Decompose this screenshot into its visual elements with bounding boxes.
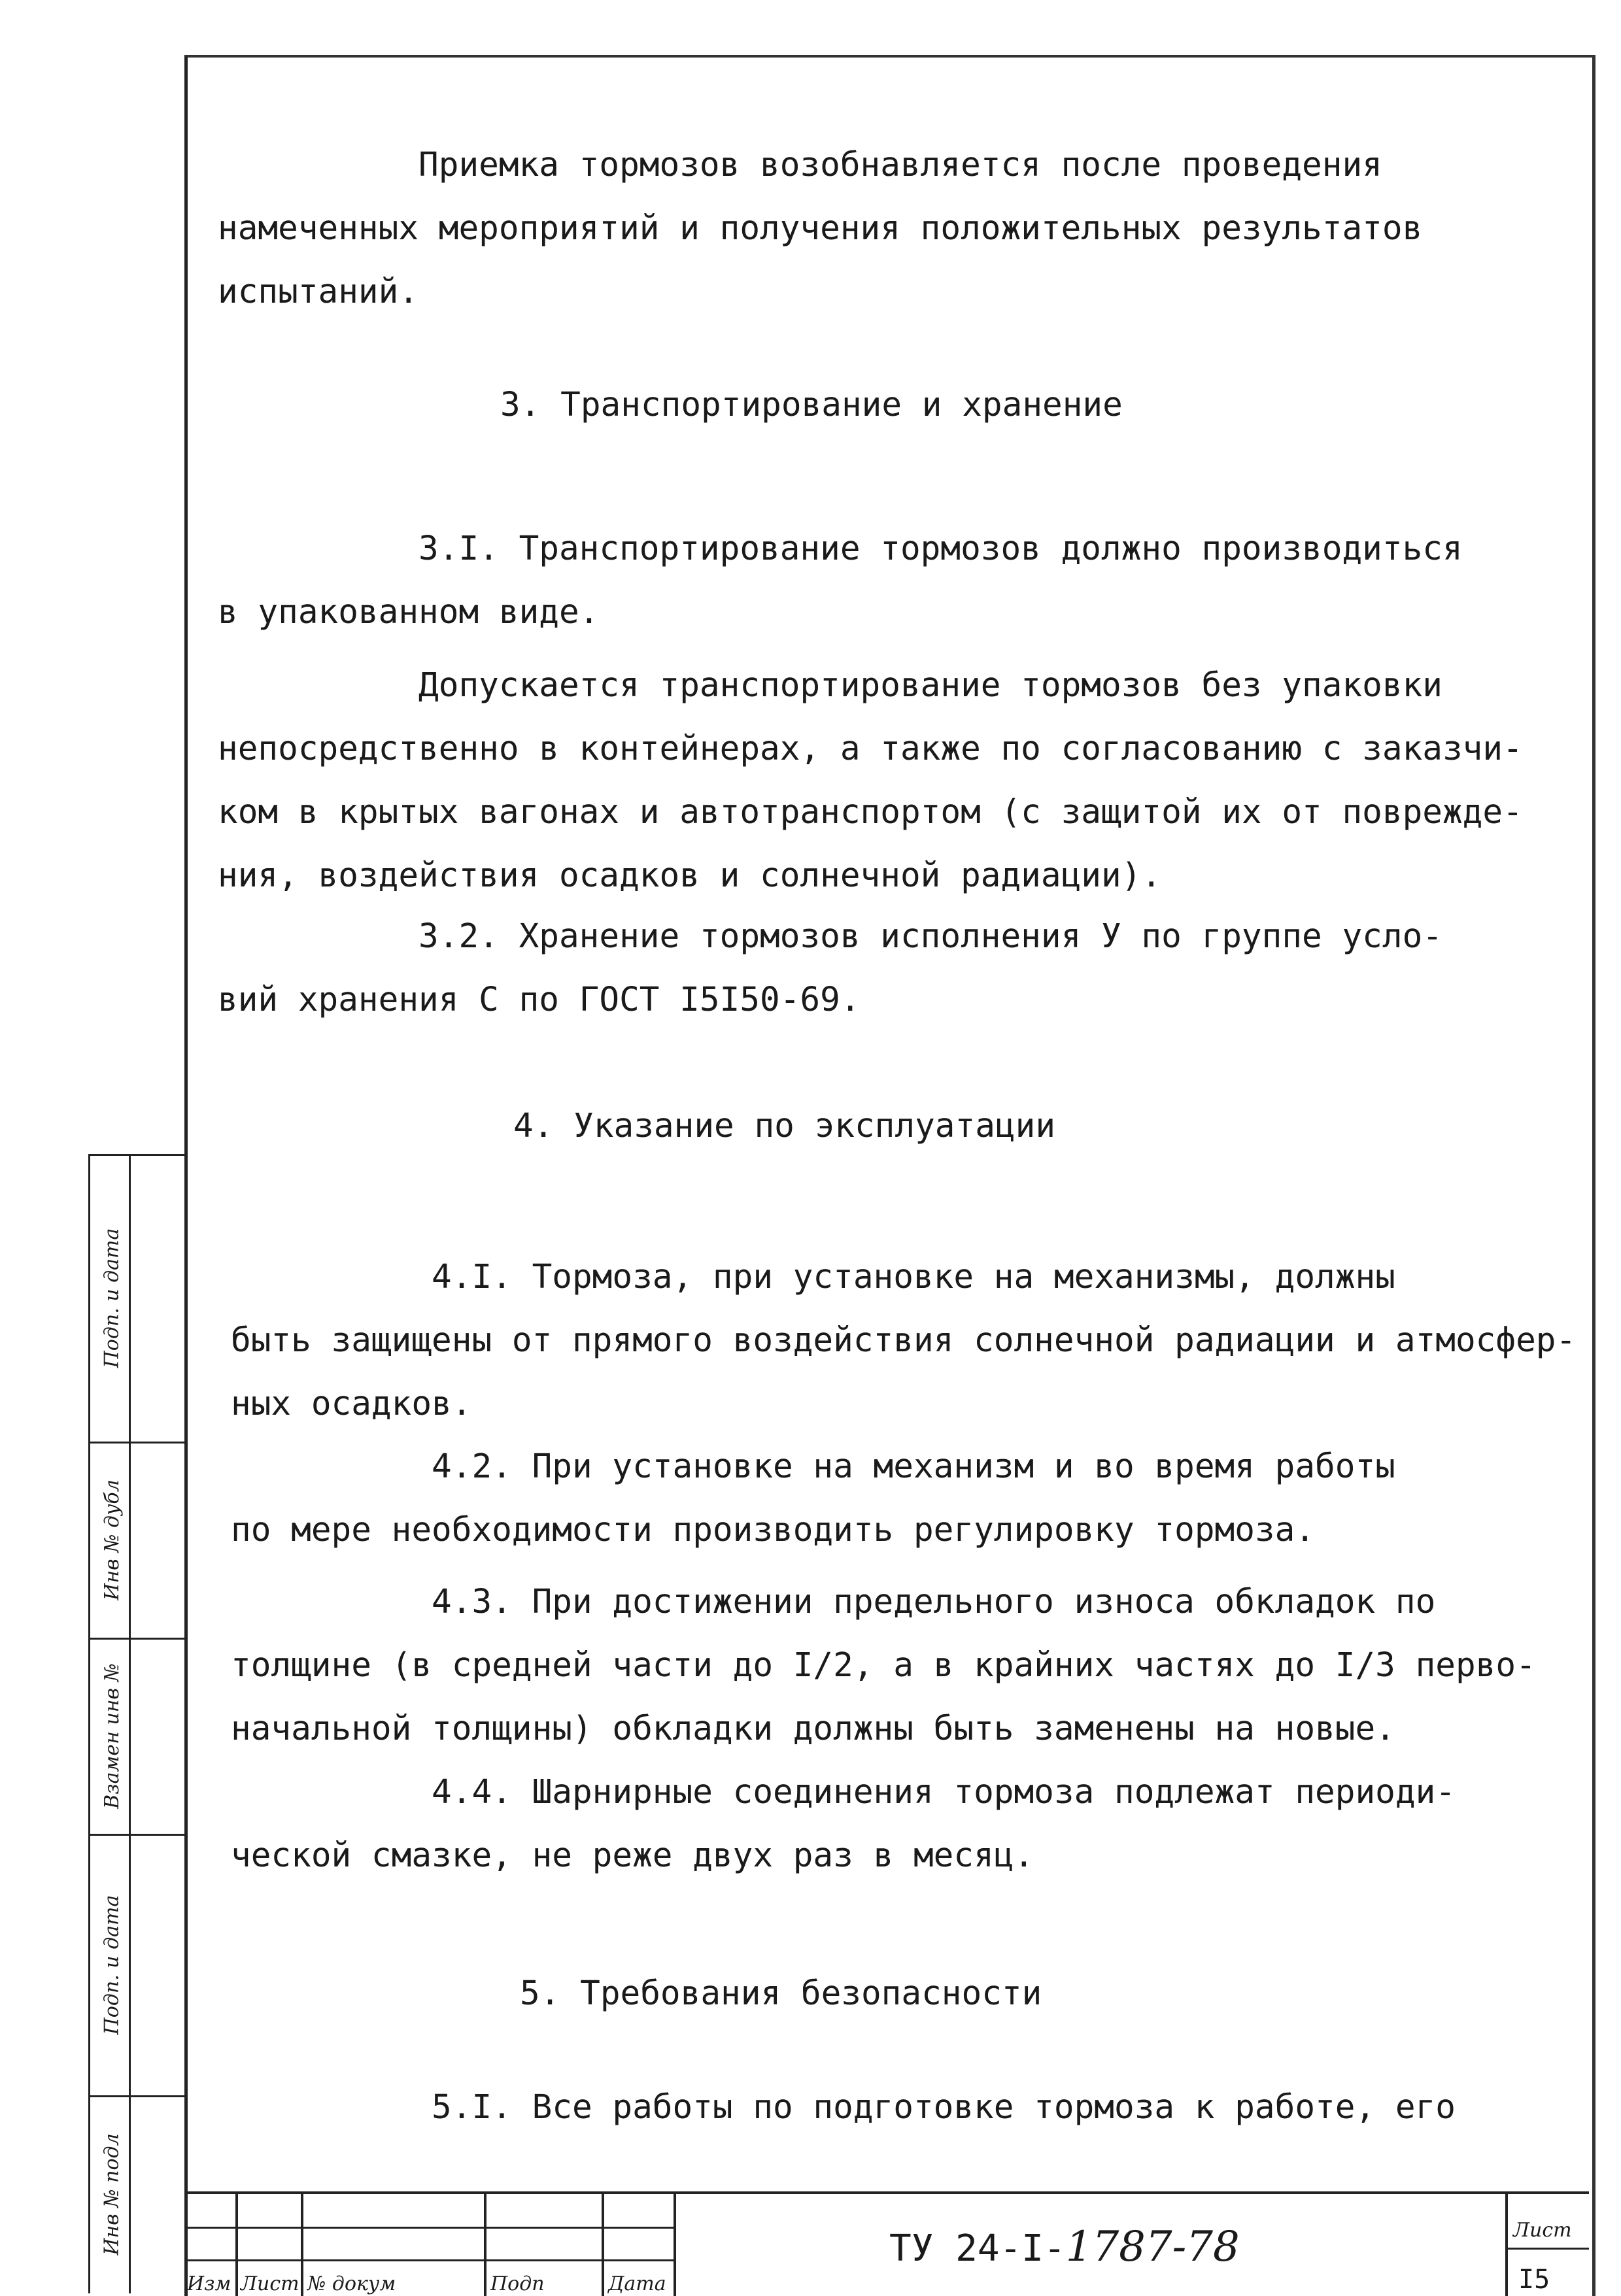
paragraph-4-4: 4.4. Шарнирные соединения тормоза подлежат периоди- ческой смазке, не реже двух раз в месяц.	[231, 1773, 1456, 1875]
heading-section-5: 5. Требования безопасности	[520, 1974, 1042, 2013]
heading-section-4: 4. Указание по эксплуатации	[513, 1107, 1056, 1145]
side-stamp-inv-duplicate: Инв № дубл	[100, 1479, 124, 1600]
document-designation-prefix: ТУ 24-I-	[889, 2227, 1066, 2270]
side-stamp-inv-original: Инв № подл	[100, 2133, 124, 2255]
paragraph-3-2: 3.2. Хранение тормозов исполнения У по группе усло- вий хранения С по ГОСТ I5I50-69.	[218, 917, 1442, 1019]
paragraph-5-1: 5.I. Все работы по подготовке тормоза к работе, его	[231, 2088, 1456, 2127]
document-designation	[889, 2223, 1240, 2271]
paragraph-4-1: 4.I. Тормоза, при установке на механизмы, должны быть защищены от прямого воздействия солнечной радиации и атмосфер- ных осадков.	[231, 1258, 1577, 1423]
side-stamp-sign-date: Подп. и дата	[100, 1895, 124, 2034]
side-stamp	[88, 1154, 185, 2293]
title-block-col-date: Дата	[608, 2272, 666, 2295]
title-block	[184, 2191, 1589, 2296]
paragraph-4-3: 4.3. При достижении предельного износа обкладок по толщине (в средней части до I/2, а в крайних частях до I/3 перво- начальной толщины) обкладки должны быть заменены на новые.	[231, 1583, 1536, 1748]
title-block-col-change: Изм	[187, 2272, 231, 2295]
title-block-col-doc-number: № докум	[307, 2272, 396, 2295]
paragraph-transport-allowed: Допускается транспортирование тормозов без упаковки непосредственно в контейнерах, а также по согласованию с заказчи- ком в крытых вагонах и автотранспортом (с защитой их от поврежде- ния, воздействия осадков и солнечной радиации).	[218, 666, 1523, 895]
paragraph-3-1: 3.I. Транспортирование тормозов должно производиться в упакованном виде.	[218, 530, 1463, 632]
title-block-sheet-number: I5	[1518, 2265, 1550, 2295]
document-designation-handwritten: 1787-78	[1065, 2223, 1240, 2271]
title-block-col-sheet: Лист	[241, 2272, 299, 2295]
side-stamp-sign-date-2: Подп. и дата	[100, 1228, 124, 1368]
side-stamp-replaced-inv: Взамен инв №	[100, 1663, 124, 1809]
paragraph-4-2: 4.2. При установке на механизм и во время работы по мере необходимости производить регулировку тормоза.	[231, 1447, 1395, 1549]
title-block-sheet-label: Лист	[1513, 2219, 1572, 2242]
paragraph-acceptance-resume: Приемка тормозов возобнавляется после проведения намеченных мероприятий и получения положительных результатов испытаний.	[218, 146, 1423, 311]
title-block-col-signature: Подп	[490, 2272, 545, 2295]
heading-section-3: 3. Транспортирование и хранение	[500, 386, 1123, 424]
